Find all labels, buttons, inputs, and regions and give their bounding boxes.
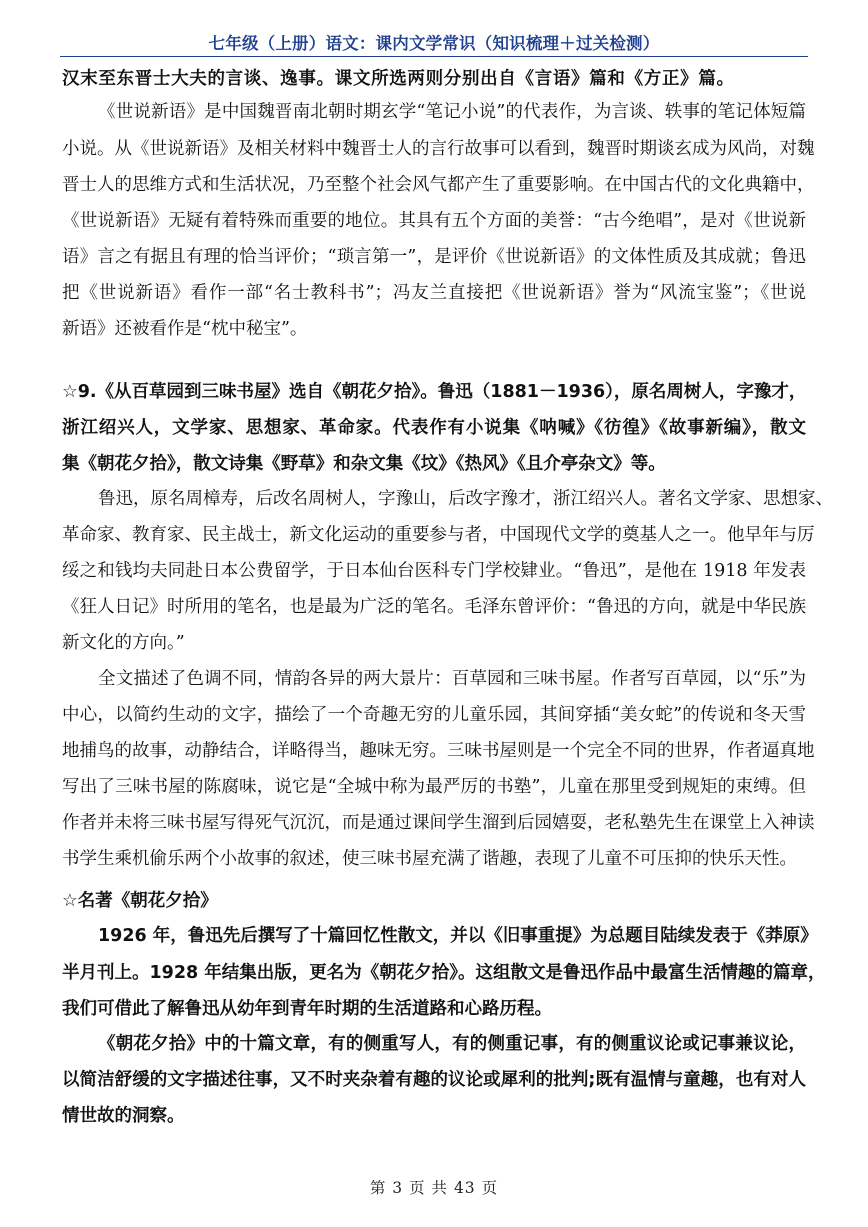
text-line: 我们可借此了解鲁迅从幼年到青年时期的生活道路和心路历程。 [62,999,552,1019]
text-line: 中心，以简约生动的文字，描绘了一个奇趣无穷的儿童乐园，其间穿插“美女蛇”的传说和冬天雪 [62,705,806,725]
text-line: 以简洁舒缓的文字描述往事，又不时夹杂着有趣的议论或犀利的批判;既有温情与童趣，也有对人 [62,1070,806,1090]
text-line: 半月刊上。1928 年结集出版，更名为《朝花夕拾》。这组散文是鲁迅作品中最富生活情趣的篇章， [62,963,826,983]
text-line: 鲁迅，原名周樟寿，后改名周树人，字豫山，后改字豫才，浙江绍兴人。著名文学家、思想家、 [98,489,833,509]
text-line: 语》言之有据且有理的恰当评价；“琐言第一”，是评价《世说新语》的文体性质及其成就；鲁迅 [62,247,806,267]
text-line: 新文化的方向。” [62,633,185,653]
text-line: 革命家、教育家、民主战士，新文化运动的重要参与者，中国现代文学的奠基人之一。他早年与厉 [62,525,815,545]
text-line: 汉末至东晋士大夫的言谈、逸事。课文所选两则分别出自《言语》篇和《方正》篇。 [62,69,734,89]
text-line: 《朝花夕拾》中的十篇文章，有的侧重写人，有的侧重记事，有的侧重议论或记事兼议论， [98,1034,806,1054]
text-line: 小说。从《世说新语》及相关材料中魏晋士人的言行故事可以看到，魏晋时期谈玄成为风尚，对魏 [62,139,815,159]
text-line: 把《世说新语》看作一部“名士教科书”；冯友兰直接把《世说新语》誉为“风流宝鉴”；《世说 [62,283,806,303]
text-line: 新语》还被看作是“枕中秘宝”。 [62,319,308,339]
text-line: 浙江绍兴人，文学家、思想家、革命家。代表作有小说集《呐喊》《彷徨》《故事新编》，散文 [62,418,806,438]
text-line: 晋士人的思维方式和生活状况，乃至整个社会风气都产生了重要影响。在中国古代的文化典籍中， [62,175,815,195]
header-divider [60,56,808,57]
text-line: 书学生乘机偷乐两个小故事的叙述，使三味书屋充满了谐趣，表现了儿童不可压抑的快乐天性。 [62,849,797,869]
text-line: ☆9.《从百草园到三味书屋》选自《朝花夕拾》。鲁迅（1881－1936），原名周树人，字豫才， [62,382,807,402]
text-line: 绥之和钱均夫同赴日本公费留学，于日本仙台医科专门学校肄业。“鲁迅”，是他在 1918 年发表 [62,561,806,581]
text-line: 《狂人日记》时所用的笔名，也是最为广泛的笔名。毛泽东曾评价：“鲁迅的方向，就是中华民族 [62,597,806,617]
text-line: 作者并未将三味书屋写得死气沉沉，而是通过课间学生溜到后园嬉耍，老私塾先生在课堂上入神读 [62,813,815,833]
text-line: 1926 年，鲁迅先后撰写了十篇回忆性散文，并以《旧事重提》为总题目陆续发表于《莽原》 [98,926,818,946]
text-line: 写出了三味书屋的陈腐味，说它是“全城中称为最严厉的书塾”，儿童在那里受到规矩的束缚。但 [62,777,806,797]
text-line: 集《朝花夕拾》，散文诗集《野草》和杂文集《坟》《热风》《且介亭杂文》等。 [62,454,666,474]
page-header-title: 七年级（上册）语文：课内文学常识（知识梳理＋过关检测） [208,34,660,53]
page-number: 第 3 页 共 43 页 [369,1179,499,1197]
section-heading: ☆名著《朝花夕拾》 [62,891,218,911]
text-line: 《世说新语》是中国魏晋南北朝时期玄学“笔记小说”的代表作，为言谈、轶事的笔记体短篇 [98,102,806,122]
text-line: 地捕鸟的故事，动静结合，详略得当，趣味无穷。三味书屋则是一个完全不同的世界，作者逼真地 [62,741,815,761]
text-line: 《世说新语》无疑有着特殊而重要的地位。其具有五个方面的美誉：“古今绝唱”，是对《世说新 [62,211,806,231]
text-line: 情世故的洞察。 [62,1106,185,1126]
text-line: 全文描述了色调不同，情韵各异的两大景片：百草园和三味书屋。作者写百草园，以“乐”为 [98,669,806,689]
